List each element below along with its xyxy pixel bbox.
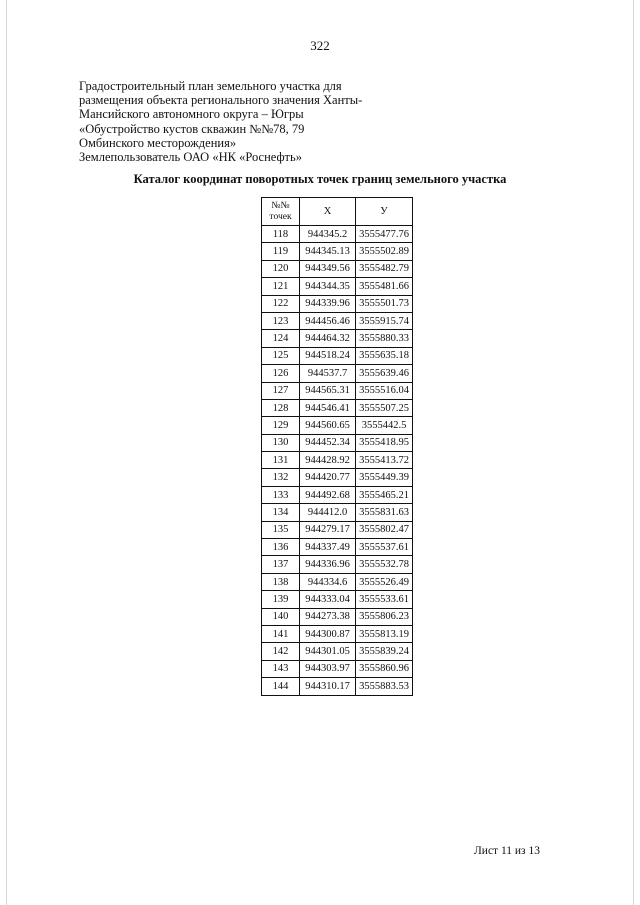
- x-coordinate-cell: 944537.7: [300, 365, 356, 382]
- y-coordinate-cell: 3555880.33: [356, 330, 413, 347]
- column-header-num-line1: №№: [271, 200, 290, 211]
- table-row: [262, 556, 413, 573]
- x-coordinate-cell: 944412.0: [300, 504, 356, 521]
- page-edge-left: [6, 0, 7, 905]
- x-coordinate-cell: 944492.68: [300, 486, 356, 503]
- sheet-footer: Лист 11 из 13: [474, 845, 540, 857]
- point-number-cell: 119: [262, 243, 300, 260]
- point-number-cell: 124: [262, 330, 300, 347]
- table-row: [262, 382, 413, 399]
- x-coordinate-cell: 944337.49: [300, 539, 356, 556]
- y-coordinate-cell: 3555418.95: [356, 434, 413, 451]
- point-number-cell: 144: [262, 678, 300, 695]
- x-coordinate-cell: 944334.6: [300, 573, 356, 590]
- x-coordinate-cell: 944349.56: [300, 260, 356, 277]
- x-coordinate-cell: 944273.38: [300, 608, 356, 625]
- y-coordinate-cell: 3555533.61: [356, 591, 413, 608]
- x-coordinate-cell: 944339.96: [300, 295, 356, 312]
- y-coordinate-cell: 3555501.73: [356, 295, 413, 312]
- table-row: [262, 678, 413, 695]
- table-row: [262, 278, 413, 295]
- x-coordinate-cell: 944301.05: [300, 643, 356, 660]
- table-row: [262, 330, 413, 347]
- table-row: [262, 625, 413, 642]
- page-edge-right: [633, 0, 634, 905]
- x-coordinate-cell: 944336.96: [300, 556, 356, 573]
- table-row: [262, 660, 413, 677]
- table-row: [262, 452, 413, 469]
- table-row: [262, 504, 413, 521]
- header-line: Омбинского месторождения»: [79, 135, 237, 150]
- y-coordinate-cell: 3555532.78: [356, 556, 413, 573]
- point-number-cell: 140: [262, 608, 300, 625]
- y-coordinate-cell: 3555449.39: [356, 469, 413, 486]
- column-header-num-line2: точек: [269, 211, 292, 222]
- header-line: размещения объекта регионального значения Ханты-: [79, 93, 363, 108]
- x-coordinate-cell: 944518.24: [300, 347, 356, 364]
- y-coordinate-cell: 3555537.61: [356, 539, 413, 556]
- column-header-y: У: [356, 198, 413, 226]
- y-coordinate-cell: 3555860.96: [356, 660, 413, 677]
- y-coordinate-cell: 3555477.76: [356, 226, 413, 243]
- table-row: [262, 469, 413, 486]
- x-coordinate-cell: 944303.97: [300, 660, 356, 677]
- column-header-x: X: [300, 198, 356, 226]
- point-number-cell: 141: [262, 625, 300, 642]
- table-row: [262, 226, 413, 243]
- point-number-cell: 133: [262, 486, 300, 503]
- x-coordinate-cell: 944560.65: [300, 417, 356, 434]
- point-number-cell: 135: [262, 521, 300, 538]
- x-coordinate-cell: 944345.2: [300, 226, 356, 243]
- y-coordinate-cell: 3555806.23: [356, 608, 413, 625]
- y-coordinate-cell: 3555507.25: [356, 399, 413, 416]
- x-coordinate-cell: 944300.87: [300, 625, 356, 642]
- y-coordinate-cell: 3555516.04: [356, 382, 413, 399]
- y-coordinate-cell: 3555481.66: [356, 278, 413, 295]
- y-coordinate-cell: 3555883.53: [356, 678, 413, 695]
- x-coordinate-cell: 944428.92: [300, 452, 356, 469]
- header-line: Градостроительный план земельного участка для: [79, 79, 342, 93]
- x-coordinate-cell: 944345.13: [300, 243, 356, 260]
- point-number-cell: 129: [262, 417, 300, 434]
- table-body: [262, 226, 413, 696]
- coordinates-table: [261, 197, 413, 696]
- document-header: [79, 79, 379, 164]
- y-coordinate-cell: 3555465.21: [356, 486, 413, 503]
- point-number-cell: 120: [262, 260, 300, 277]
- page-number: 322: [310, 38, 330, 53]
- x-coordinate-cell: 944420.77: [300, 469, 356, 486]
- table-row: [262, 608, 413, 625]
- x-coordinate-cell: 944452.34: [300, 434, 356, 451]
- x-coordinate-cell: 944546.41: [300, 399, 356, 416]
- point-number-cell: 134: [262, 504, 300, 521]
- table-row: [262, 243, 413, 260]
- point-number-cell: 139: [262, 591, 300, 608]
- table-row: [262, 434, 413, 451]
- point-number-cell: 118: [262, 226, 300, 243]
- table-row: [262, 365, 413, 382]
- point-number-cell: 127: [262, 382, 300, 399]
- y-coordinate-cell: 3555442.5: [356, 417, 413, 434]
- y-coordinate-cell: 3555482.79: [356, 260, 413, 277]
- table-header-row: [262, 198, 413, 226]
- point-number-cell: 131: [262, 452, 300, 469]
- x-coordinate-cell: 944279.17: [300, 521, 356, 538]
- y-coordinate-cell: 3555639.46: [356, 365, 413, 382]
- x-coordinate-cell: 944310.17: [300, 678, 356, 695]
- table-row: [262, 417, 413, 434]
- point-number-cell: 132: [262, 469, 300, 486]
- point-number-cell: 123: [262, 312, 300, 329]
- point-number-cell: 122: [262, 295, 300, 312]
- header-line: «Обустройство кустов скважин №№78, 79: [79, 121, 305, 136]
- header-line: Мансийского автономного округа – Югры: [79, 107, 304, 122]
- y-coordinate-cell: 3555813.19: [356, 625, 413, 642]
- table-row: [262, 347, 413, 364]
- table-row: [262, 312, 413, 329]
- y-coordinate-cell: 3555802.47: [356, 521, 413, 538]
- table-row: [262, 591, 413, 608]
- point-number-cell: 126: [262, 365, 300, 382]
- point-number-cell: 136: [262, 539, 300, 556]
- point-number-cell: 143: [262, 660, 300, 677]
- header-line: Землепользователь ОАО «НК «Роснефть»: [79, 150, 302, 165]
- table-row: [262, 486, 413, 503]
- y-coordinate-cell: 3555413.72: [356, 452, 413, 469]
- point-number-cell: 138: [262, 573, 300, 590]
- table-row: [262, 521, 413, 538]
- point-number-cell: 130: [262, 434, 300, 451]
- table-row: [262, 295, 413, 312]
- table-row: [262, 399, 413, 416]
- x-coordinate-cell: 944344.35: [300, 278, 356, 295]
- y-coordinate-cell: 3555635.18: [356, 347, 413, 364]
- table-row: [262, 573, 413, 590]
- point-number-cell: 137: [262, 556, 300, 573]
- table-row: [262, 260, 413, 277]
- point-number-cell: 128: [262, 399, 300, 416]
- y-coordinate-cell: 3555831.63: [356, 504, 413, 521]
- x-coordinate-cell: 944333.04: [300, 591, 356, 608]
- x-coordinate-cell: 944565.31: [300, 382, 356, 399]
- point-number-cell: 125: [262, 347, 300, 364]
- point-number-cell: 121: [262, 278, 300, 295]
- table-row: [262, 643, 413, 660]
- point-number-cell: 142: [262, 643, 300, 660]
- x-coordinate-cell: 944464.32: [300, 330, 356, 347]
- catalog-title: Каталог координат поворотных точек границ земельного участка: [133, 172, 507, 186]
- y-coordinate-cell: 3555526.49: [356, 573, 413, 590]
- column-header-point-number: [262, 198, 300, 226]
- x-coordinate-cell: 944456.46: [300, 312, 356, 329]
- table-row: [262, 539, 413, 556]
- y-coordinate-cell: 3555839.24: [356, 643, 413, 660]
- y-coordinate-cell: 3555502.89: [356, 243, 413, 260]
- y-coordinate-cell: 3555915.74: [356, 312, 413, 329]
